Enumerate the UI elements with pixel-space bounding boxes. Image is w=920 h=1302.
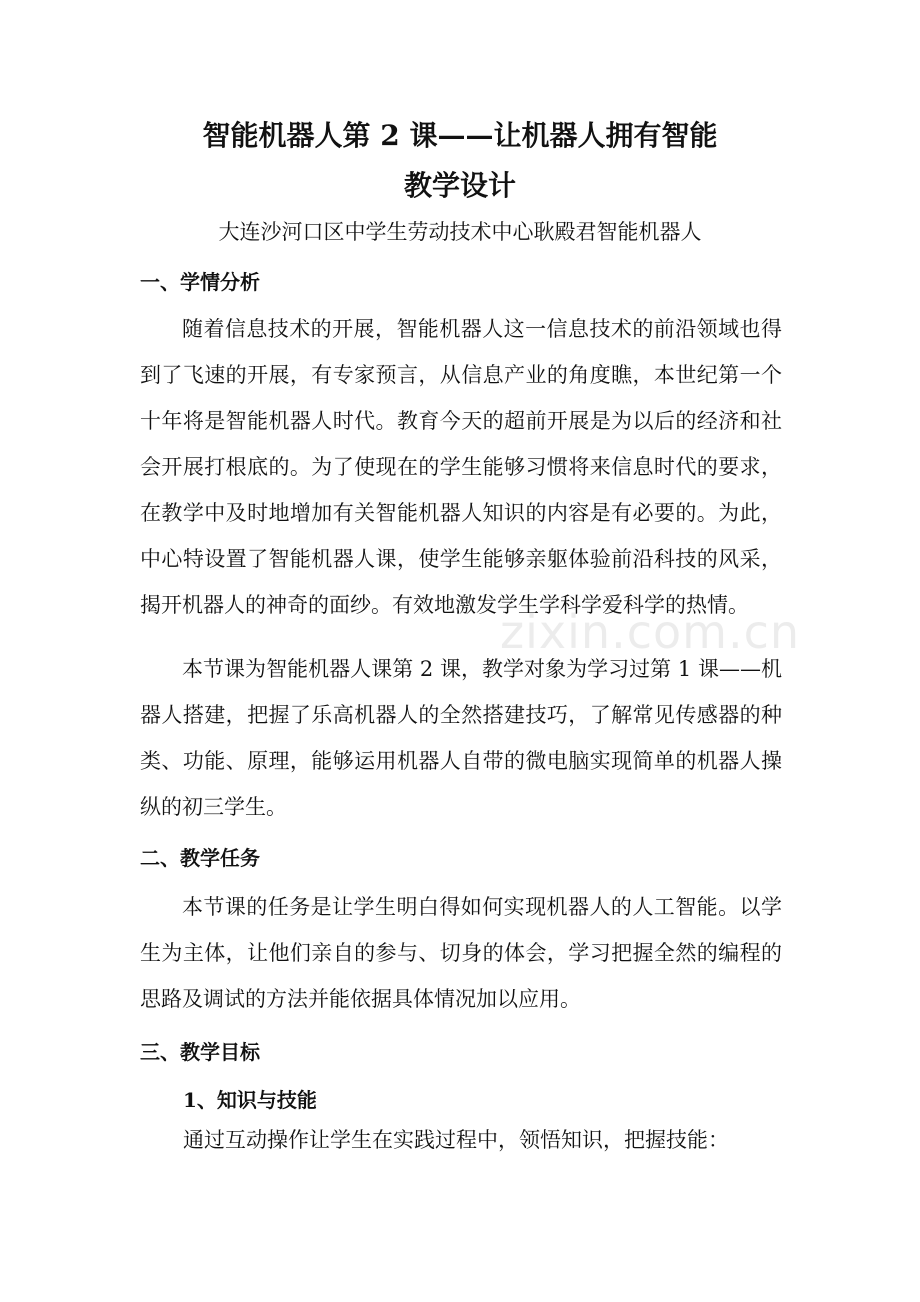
paragraph-learner-analysis-1: 随着信息技术的开展，智能机器人这一信息技术的前沿领域也得到了飞速的开展，有专家预言，从信息产业的角度瞧，本世纪第一个十年将是智能机器人时代。教育今天的超前开展是为以后的经济和社会开展打根底的。为了使现在的学生能够习惯将来信息时代的要求，在教学中及时地增加有关智能机器人知识的内容是有必要的。为此，中心特设置了智能机器人课，使学生能够亲躯体验前沿科技的风采，揭开机器人的神奇的面纱。有效地激发学生学科学爱科学的热情。 (140, 317, 782, 617)
document-title: 智能机器人第 2 课——让机器人拥有智能 (202, 119, 718, 152)
document-subtitle: 教学设计 (403, 169, 516, 202)
author-line: 大连沙河口区中学生劳动技术中心耿殿君智能机器人 (218, 220, 702, 244)
watermark: zixin.com.cn (500, 605, 801, 659)
paragraph-learner-analysis-2: 本节课为智能机器人课第 2 课，教学对象为学习过第 1 课——机器人搭建，把握了乐高机器人的全然搭建技巧，了解常见传感器的种类、功能、原理，能够运用机器人自带的微电脑实现简单的机器人操纵的初三学生。 (140, 657, 782, 819)
paragraph-knowledge-skills: 通过互动操作让学生在实践过程中，领悟知识，把握技能： (183, 1128, 729, 1152)
section-heading-teaching-task: 二、教学任务 (140, 846, 260, 870)
subheading-knowledge-skills: 1、知识与技能 (183, 1088, 317, 1112)
section-heading-teaching-goals: 三、教学目标 (140, 1040, 260, 1064)
paragraph-teaching-task: 本节课的任务是让学生明白得如何实现机器人的人工智能。以学生为主体，让他们亲自的参与、切身的体会，学习把握全然的编程的思路及调试的方法并能依据具体情况加以应用。 (140, 895, 782, 1011)
section-heading-learner-analysis: 一、学情分析 (140, 270, 260, 294)
